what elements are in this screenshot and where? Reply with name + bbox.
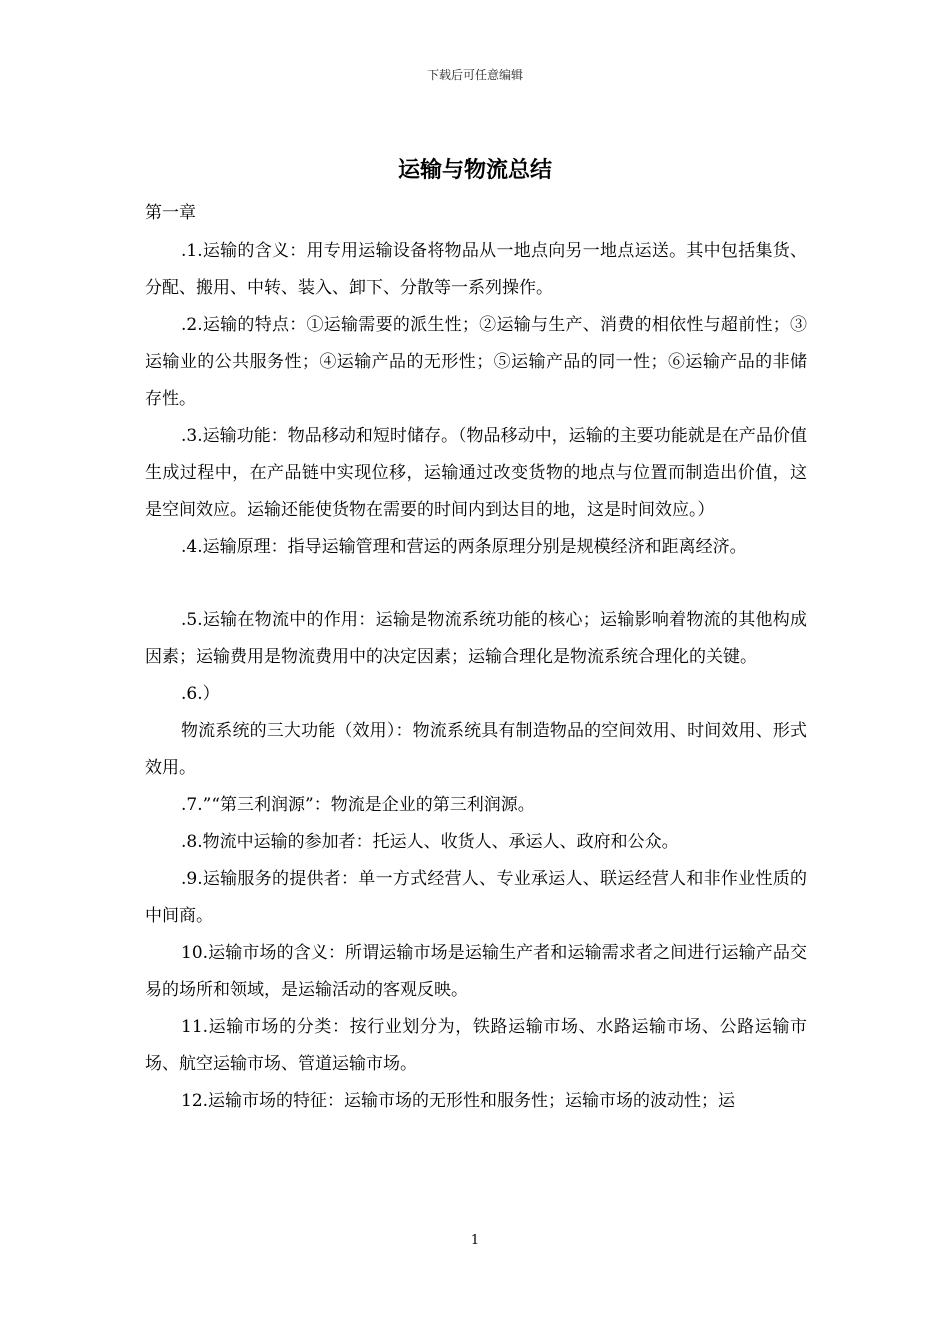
paragraph: 12.运输市场的特征：运输市场的无形性和服务性；运输市场的波动性；运 bbox=[181, 1091, 736, 1111]
paragraph: 物流系统的三大功能（效用）：物流系统具有制造物品的空间效用、时间效用、形式效用。 bbox=[145, 721, 807, 778]
paragraph: .1.运输的含义：用专用运输设备将物品从一地点向另一地点运送。其中包括集货、分配、搬用、中转、装入、卸下、分散等一系列操作。 bbox=[145, 241, 807, 298]
page-header: 下载后可任意编辑 bbox=[426, 68, 523, 82]
document-body bbox=[145, 233, 807, 1120]
paragraph: .8.物流中运输的参加者：托运人、收货人、承运人、政府和公众。 bbox=[181, 832, 679, 852]
document-title: 运输与物流总结 bbox=[397, 158, 552, 183]
paragraph: .7.”“第三利润源”：物流是企业的第三利润源。 bbox=[181, 795, 535, 815]
paragraph: 10.运输市场的含义：所谓运输市场是运输生产者和运输需求者之间进行运输产品交易的场所和领域，是运输活动的客观反映。 bbox=[145, 943, 807, 1000]
paragraph: .3.运输功能：物品移动和短时储存。（物品移动中，运输的主要功能就是在产品价值生成过程中，在产品链中实现位移，运输通过改变货物的地点与位置而制造出价值，这是空间效应。运输还能使货物在需要的时间内到达目的地，这是时间效应。） bbox=[145, 426, 807, 520]
paragraph: .2.运输的特点：①运输需要的派生性；②运输与生产、消费的相依性与超前性；③运输业的公共服务性；④运输产品的无形性；⑤运输产品的同一性；⑥运输产品的非储存性。 bbox=[145, 315, 807, 409]
paragraph: .5.运输在物流中的作用：运输是物流系统功能的核心；运输影响着物流的其他构成因素；运输费用是物流费用中的决定因素；运输合理化是物流系统合理化的关键。 bbox=[145, 610, 807, 667]
paragraph: .4.运输原理：指导运输管理和营运的两条原理分别是规模经济和距离经济。 bbox=[181, 537, 747, 557]
paragraph: .6.） bbox=[181, 684, 220, 704]
paragraph: 11.运输市场的分类：按行业划分为，铁路运输市场、水路运输市场、公路运输市场、航空运输市场、管道运输市场。 bbox=[145, 1017, 807, 1074]
paragraph: .9.运输服务的提供者：单一方式经营人、专业承运人、联运经营人和非作业性质的中间商。 bbox=[145, 869, 807, 926]
page-number: 1 bbox=[470, 1233, 480, 1248]
chapter-heading: 第一章 bbox=[145, 203, 196, 223]
